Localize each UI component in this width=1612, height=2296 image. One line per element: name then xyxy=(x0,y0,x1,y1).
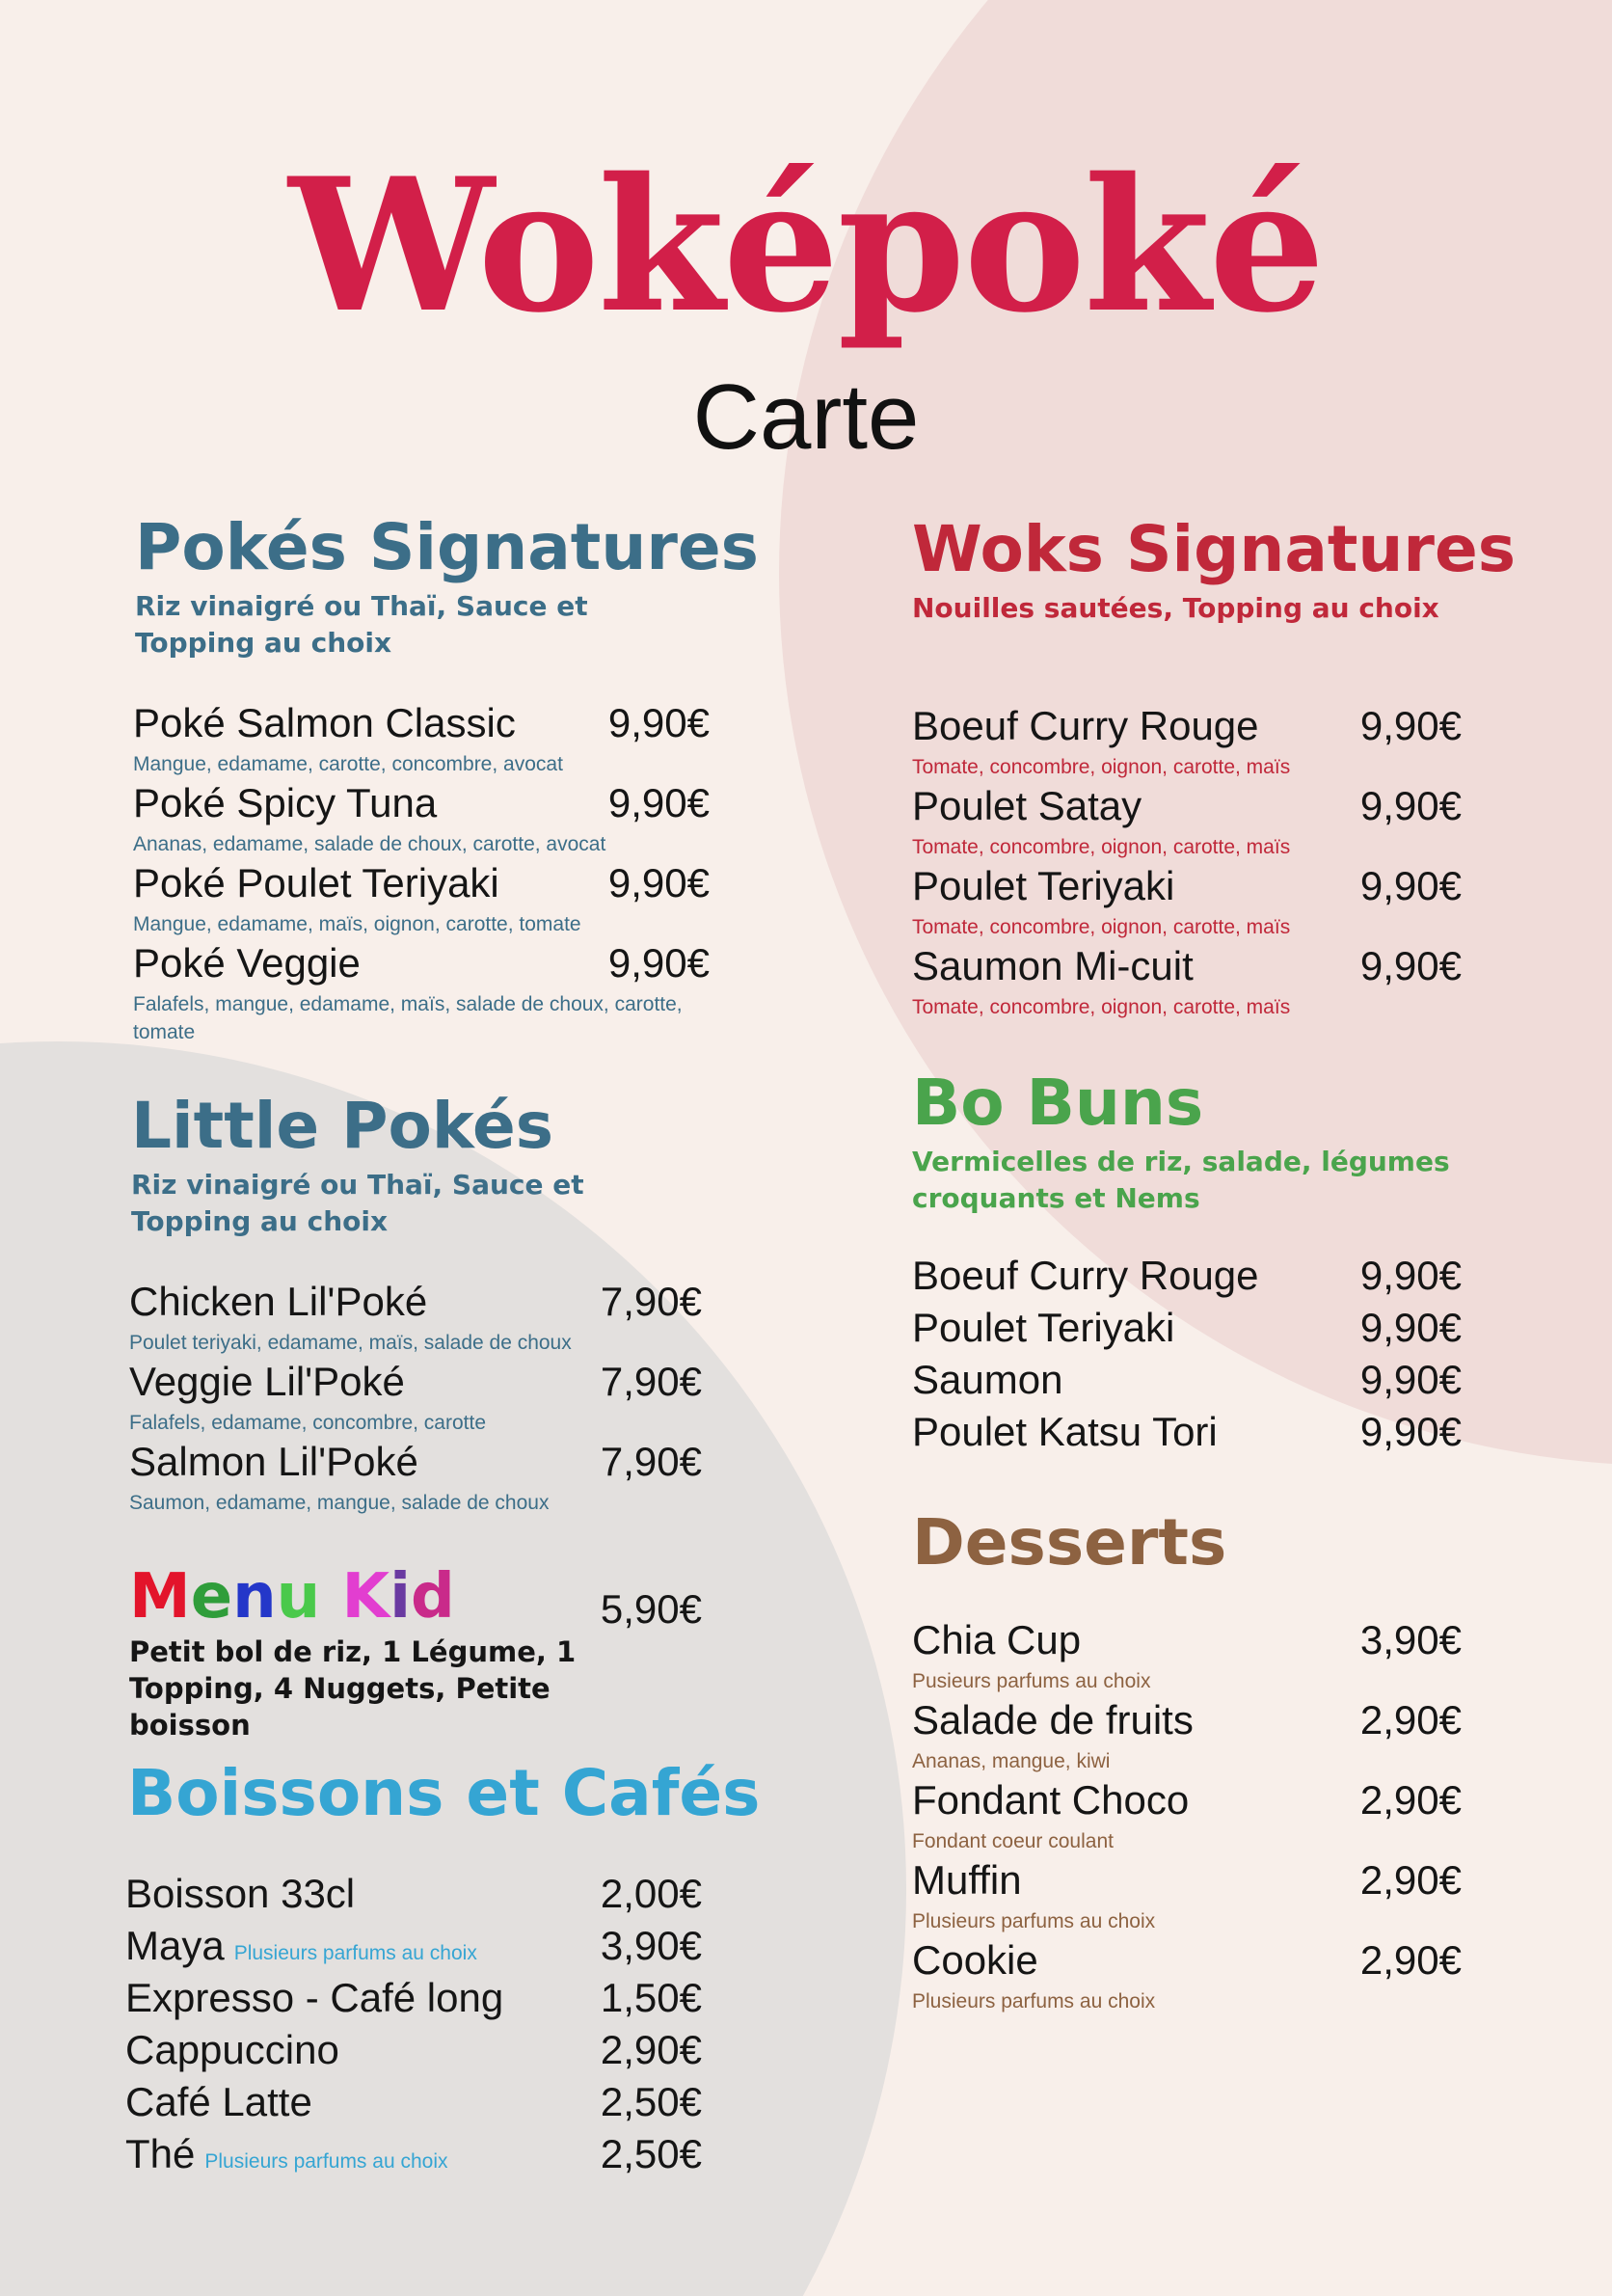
item-description: Falafels, edamame, concombre, carotte xyxy=(129,1412,487,1434)
item-price: 9,90€ xyxy=(1359,703,1462,748)
item-description: Pusieurs parfums au choix xyxy=(912,1670,1151,1692)
drink-price: 1,50€ xyxy=(600,1975,702,2020)
item-price: 2,90€ xyxy=(1359,1697,1462,1742)
bo-bun-row xyxy=(912,1405,1462,1457)
item-name: Poké Veggie xyxy=(133,940,361,986)
item-name: Muffin xyxy=(912,1857,1022,1903)
section-desserts xyxy=(912,1506,1491,1580)
bo-buns-list xyxy=(912,1249,1462,1457)
section-subtitle: Riz vinaigré ou Thaï, Sauce et Topping au choix xyxy=(131,1169,584,1237)
section-bo-buns xyxy=(912,1067,1491,1217)
menu-item xyxy=(129,1355,702,1437)
item-name: Chicken Lil'Poké xyxy=(129,1279,428,1324)
item-name: Fondant Choco xyxy=(912,1777,1190,1823)
section-title: Little Pokés xyxy=(131,1089,554,1163)
item-description: Plusieurs parfums au choix xyxy=(912,1990,1156,2012)
menu-item xyxy=(129,1435,702,1517)
section-woks-signatures xyxy=(912,513,1529,627)
section-title: Woks Signatures xyxy=(912,512,1517,586)
page-title: Carte xyxy=(692,365,920,469)
item-name: Poké Salmon Classic xyxy=(133,700,516,745)
item-description: Plusieurs parfums au choix xyxy=(912,1910,1156,1932)
item-name: Saumon xyxy=(912,1357,1063,1402)
item-name: Veggie Lil'Poké xyxy=(129,1359,405,1404)
drink-name: Maya Plusieurs parfums au choix xyxy=(125,1923,477,1968)
item-price: 9,90€ xyxy=(1359,1305,1462,1350)
item-price: 9,90€ xyxy=(1359,1253,1462,1298)
item-description: Falafels, mangue, edamame, maïs, salade de choux, carotte, tomate xyxy=(133,993,683,1043)
menu-item xyxy=(912,859,1462,941)
item-price: 9,90€ xyxy=(1359,1409,1462,1454)
item-price: 9,90€ xyxy=(607,860,710,905)
menu-item xyxy=(912,699,1462,781)
menu-kid-letter: e xyxy=(190,1561,233,1633)
menu-item xyxy=(912,1773,1462,1855)
menu-kid-letter xyxy=(320,1560,341,1634)
menu-item xyxy=(133,936,710,1046)
drink-row xyxy=(125,2127,702,2179)
menu-item xyxy=(912,779,1462,861)
section-little-pokes xyxy=(131,1090,710,1240)
item-description: Saumon, edamame, mangue, salade de choux xyxy=(129,1492,550,1514)
item-name: Boeuf Curry Rouge xyxy=(912,703,1259,748)
item-description: Tomate, concombre, oignon, carotte, maïs xyxy=(912,836,1291,858)
drink-price: 2,50€ xyxy=(600,2079,702,2124)
item-description: Mangue, edamame, carotte, concombre, avocat xyxy=(133,753,563,775)
menu-kid-letter: i xyxy=(390,1561,412,1633)
drink-row xyxy=(125,1971,702,2023)
menu-kid-description: Petit bol de riz, 1 Légume, 1 Topping, 4 Nuggets, Petite boisson xyxy=(129,1635,577,1742)
menu-item xyxy=(133,776,710,858)
menu-item xyxy=(912,1853,1462,1935)
drink-row xyxy=(125,2023,702,2075)
item-name: Poulet Teriyaki xyxy=(912,1305,1175,1350)
menu-kid-letter: u xyxy=(276,1561,321,1633)
item-price: 9,90€ xyxy=(607,700,710,745)
section-title: Bo Buns xyxy=(912,1066,1204,1140)
item-description: Mangue, edamame, maïs, oignon, carotte, tomate xyxy=(133,913,581,935)
drink-note: Plusieurs parfums au choix xyxy=(233,1942,477,1964)
item-name: Salade de fruits xyxy=(912,1697,1194,1742)
menu-item xyxy=(912,1693,1462,1775)
menu-kid-letter: K xyxy=(341,1561,390,1633)
drink-row xyxy=(125,1867,702,1919)
bo-bun-row xyxy=(912,1249,1462,1301)
item-name: Chia Cup xyxy=(912,1617,1082,1662)
item-description: Fondant coeur coulant xyxy=(912,1830,1114,1852)
boissons-list xyxy=(125,1867,702,2179)
menu-item xyxy=(129,1275,702,1357)
section-subtitle: Vermicelles de riz, salade, légumes croquants et Nems xyxy=(912,1146,1450,1214)
drink-price: 3,90€ xyxy=(600,1923,702,1968)
menu-kid-letter: d xyxy=(411,1561,455,1633)
menu-item xyxy=(912,1613,1462,1695)
section-title: Boissons et Cafés xyxy=(127,1756,761,1830)
menu-item xyxy=(912,939,1462,1021)
section-boissons xyxy=(127,1756,761,1830)
item-price: 9,90€ xyxy=(1359,943,1462,988)
item-name: Cookie xyxy=(912,1937,1038,1983)
drink-name: Café Latte xyxy=(125,2079,312,2124)
item-price: 9,90€ xyxy=(1359,863,1462,908)
item-price: 2,90€ xyxy=(1359,1937,1462,1983)
item-name: Saumon Mi-cuit xyxy=(912,943,1194,988)
item-price: 7,90€ xyxy=(600,1359,702,1404)
brand-logo: Woképoké xyxy=(288,138,1324,353)
bo-bun-row xyxy=(912,1353,1462,1405)
item-name: Boeuf Curry Rouge xyxy=(912,1253,1259,1298)
section-title: Desserts xyxy=(912,1505,1227,1580)
drink-name: Cappuccino xyxy=(125,2027,339,2072)
drink-note: Plusieurs parfums au choix xyxy=(204,2150,448,2173)
item-price: 9,90€ xyxy=(607,780,710,825)
drink-price: 2,00€ xyxy=(600,1871,702,1916)
drink-row xyxy=(125,1919,702,1971)
item-name: Poké Spicy Tuna xyxy=(133,780,438,825)
item-description: Ananas, mangue, kiwi xyxy=(912,1750,1111,1772)
item-name: Poulet Katsu Tori xyxy=(912,1409,1218,1454)
item-price: 3,90€ xyxy=(1359,1617,1462,1662)
item-description: Tomate, concombre, oignon, carotte, maïs xyxy=(912,756,1291,778)
item-price: 9,90€ xyxy=(1359,783,1462,828)
item-name: Salmon Lil'Poké xyxy=(129,1439,418,1484)
section-subtitle: Riz vinaigré ou Thaï, Sauce et Topping au choix xyxy=(135,590,588,659)
item-name: Poké Poulet Teriyaki xyxy=(133,860,499,905)
menu-kid-letter: n xyxy=(232,1561,277,1633)
drink-price: 2,50€ xyxy=(600,2131,702,2176)
drink-name: Expresso - Café long xyxy=(125,1975,504,2020)
drink-name: Thé Plusieurs parfums au choix xyxy=(125,2131,448,2176)
item-price: 2,90€ xyxy=(1359,1857,1462,1903)
item-description: Ananas, edamame, salade de choux, carotte, avocat xyxy=(133,833,606,855)
item-description: Tomate, concombre, oignon, carotte, maïs xyxy=(912,996,1291,1018)
item-description: Tomate, concombre, oignon, carotte, maïs xyxy=(912,916,1291,938)
drink-name: Boisson 33cl xyxy=(125,1871,356,1916)
bo-bun-row xyxy=(912,1301,1462,1353)
section-title: Pokés Signatures xyxy=(135,510,759,584)
item-price: 7,90€ xyxy=(600,1279,702,1324)
item-price: 7,90€ xyxy=(600,1439,702,1484)
section-pokes-signatures xyxy=(135,510,759,662)
item-name: Poulet Teriyaki xyxy=(912,863,1175,908)
item-name: Poulet Satay xyxy=(912,783,1142,828)
item-price: 9,90€ xyxy=(607,940,710,986)
menu-item xyxy=(912,1933,1462,2015)
menu-kid-letter: M xyxy=(129,1561,191,1633)
drink-row xyxy=(125,2075,702,2127)
item-price: 2,90€ xyxy=(1359,1777,1462,1823)
section-subtitle: Nouilles sautées, Topping au choix xyxy=(912,592,1439,624)
item-price: 9,90€ xyxy=(1359,1357,1462,1402)
menu-item xyxy=(133,696,710,778)
menu-kid-price: 5,90€ xyxy=(600,1586,702,1632)
drink-price: 2,90€ xyxy=(600,2027,702,2072)
item-description: Poulet teriyaki, edamame, maïs, salade de choux xyxy=(129,1332,572,1354)
menu-item xyxy=(133,856,710,938)
